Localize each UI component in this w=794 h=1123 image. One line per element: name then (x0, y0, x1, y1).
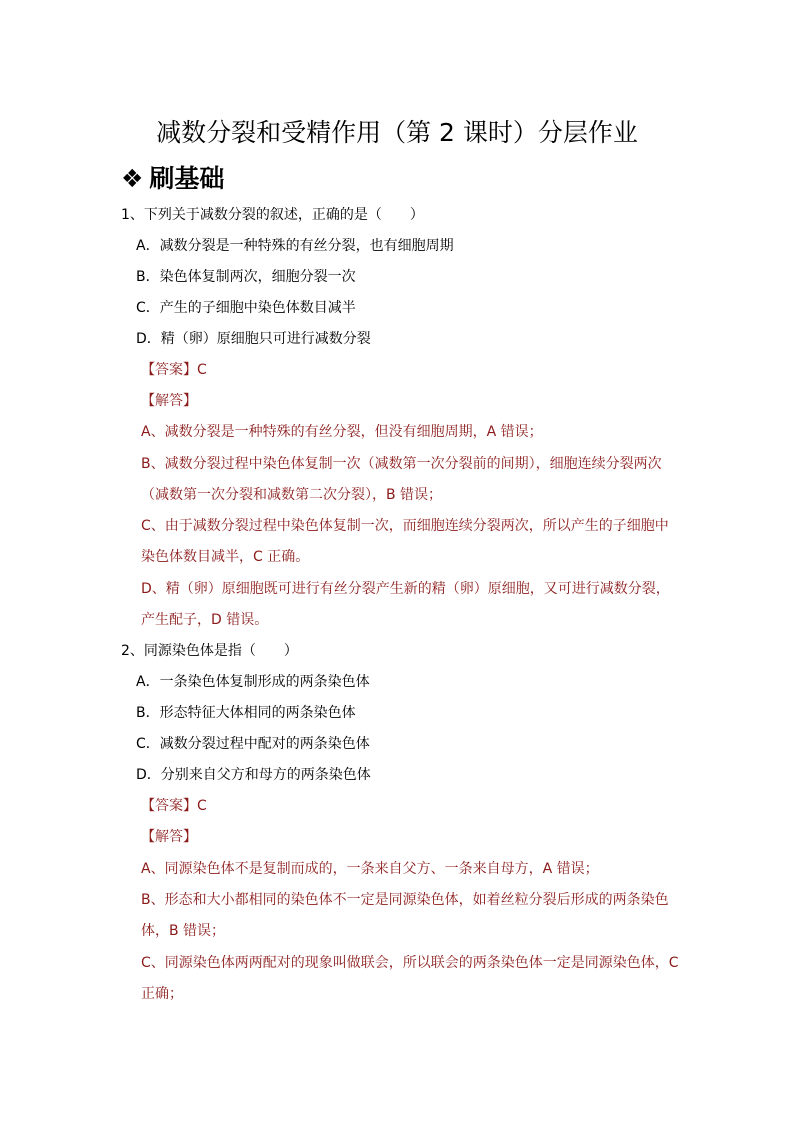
option-a: A．减数分裂是一种特殊的有丝分裂，也有细胞周期 (136, 238, 454, 254)
analysis-line: B、减数分裂过程中染色体复制一次（减数第一次分裂前的间期），细胞连续分裂两次 (141, 456, 662, 472)
question-stem: 1、下列关于减数分裂的叙述，正确的是（ ） (121, 207, 424, 223)
option-b: B．染色体复制两次，细胞分裂一次 (136, 269, 356, 285)
analysis-line: C、由于减数分裂过程中染色体复制一次，而细胞连续分裂两次，所以产生的子细胞中 (141, 518, 669, 534)
page-title: 减数分裂和受精作用（第 2 课时）分层作业 (156, 118, 638, 147)
analysis-label: 【解答】 (141, 829, 197, 845)
analysis-line: 染色体数目减半，C 正确。 (141, 549, 310, 565)
diamond-bullet-icon: ❖ (121, 164, 144, 193)
answer-line: 【答案】C (141, 798, 207, 814)
question-stem: 2、同源染色体是指（ ） (121, 643, 298, 659)
analysis-line: 正确； (141, 986, 183, 1002)
analysis-line: （减数第一次分裂和减数第二次分裂），B 错误； (141, 487, 443, 503)
analysis-line: A、同源染色体不是复制而成的，一条来自父方、一条来自母方，A 错误； (141, 861, 599, 877)
analysis-line: A、减数分裂是一种特殊的有丝分裂，但没有细胞周期，A 错误； (141, 424, 543, 440)
section-heading (121, 162, 224, 196)
option-a: A．一条染色体复制形成的两条染色体 (136, 674, 370, 690)
option-d: D．精（卵）原细胞只可进行减数分裂 (136, 331, 371, 347)
analysis-line: C、同源染色体两两配对的现象叫做联会，所以联会的两条染色体一定是同源染色体，C (141, 955, 679, 971)
analysis-line: 产生配子，D 错误。 (141, 612, 269, 628)
section-label: 刷基础 (149, 164, 225, 193)
option-c: C．减数分裂过程中配对的两条染色体 (136, 736, 370, 752)
analysis-line: B、形态和大小都相同的染色体不一定是同源染色体，如着丝粒分裂后形成的两条染色 (141, 892, 669, 908)
answer-line: 【答案】C (141, 362, 207, 378)
analysis-line: 体，B 错误； (141, 923, 226, 939)
analysis-label: 【解答】 (141, 393, 197, 409)
option-b: B．形态特征大体相同的两条染色体 (136, 705, 356, 721)
analysis-line: D、精（卵）原细胞既可进行有丝分裂产生新的精（卵）原细胞，又可进行减数分裂， (141, 581, 670, 597)
option-c: C．产生的子细胞中染色体数目减半 (136, 300, 356, 316)
option-d: D．分别来自父方和母方的两条染色体 (136, 767, 371, 783)
